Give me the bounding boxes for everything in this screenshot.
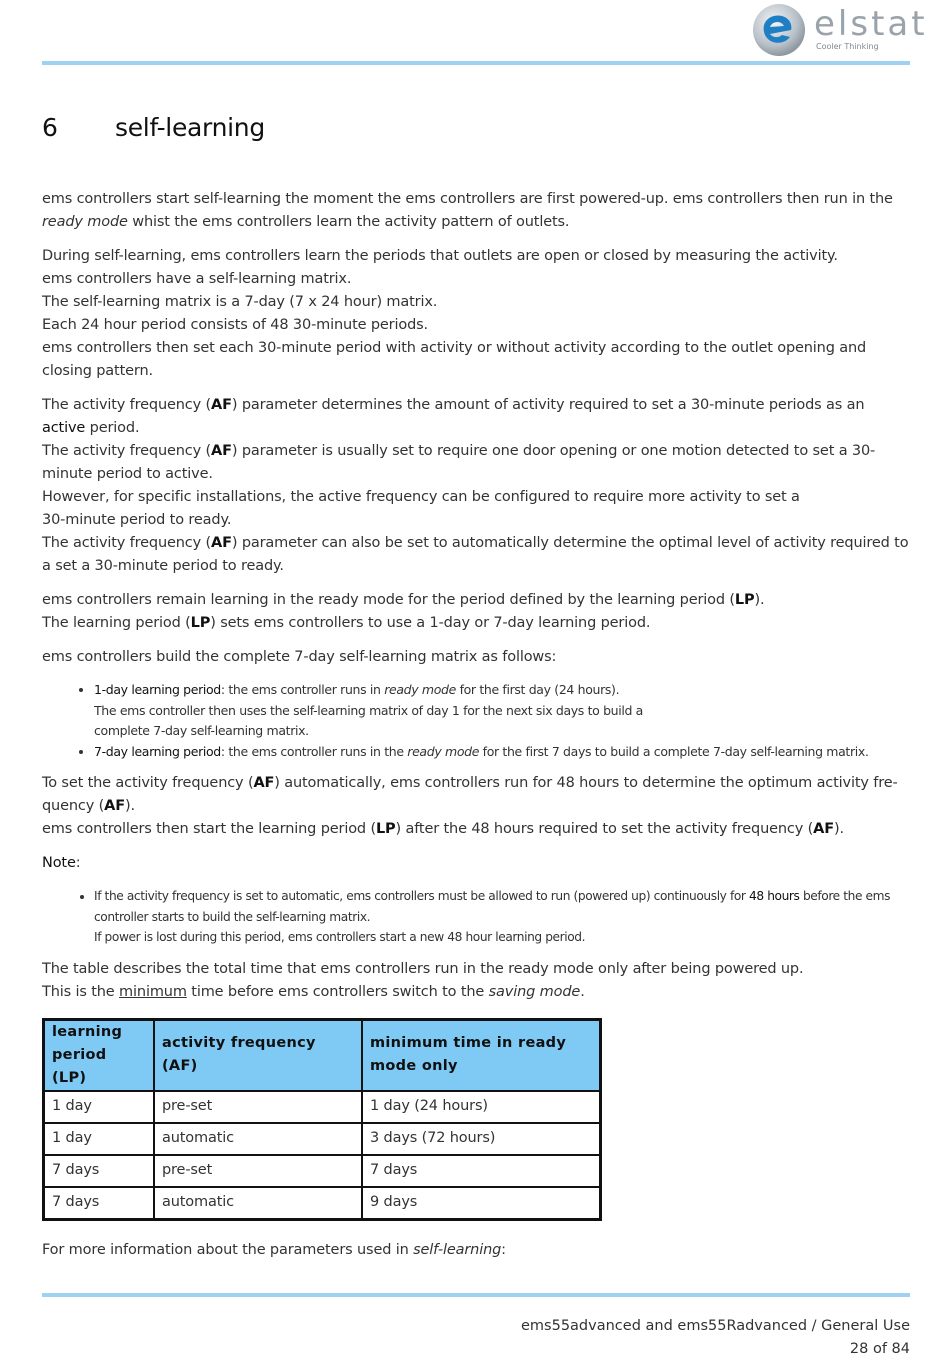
text: : the ems controller runs in the: [220, 743, 404, 759]
table-cell: 3 days (72 hours): [362, 1123, 601, 1155]
text: If the activity frequency is set to automatic, ems controllers must be allowed to run (powered up) continuously for: [94, 889, 746, 903]
section-heading: [42, 113, 265, 142]
text: whist the ems controllers learn the activity pattern of outlets.: [132, 214, 570, 230]
italic-term: self-learning: [413, 1241, 502, 1258]
paragraph-auto-af: [42, 772, 912, 841]
table-row: [44, 1091, 601, 1123]
text: ems controllers then set each 30-minute period with activity or without activity according to the outlet opening and closing pattern.: [42, 340, 867, 379]
table-header-cell: minimum time in ready mode only: [362, 1019, 601, 1091]
footer-rule: [42, 1293, 910, 1297]
italic-term: ready mode: [407, 743, 480, 759]
text: The activity frequency (: [42, 397, 212, 413]
text: ems controllers have a self-learning matrix.: [42, 271, 352, 287]
text: Each 24 hour period consists of 48 30-minute periods.: [42, 317, 429, 333]
text: period.: [89, 420, 140, 436]
italic-term: ready mode: [384, 682, 456, 697]
bold-term: LP: [375, 821, 396, 837]
note-list: [42, 886, 912, 948]
elstat-logo-icon: [752, 2, 806, 58]
bold-term: AF: [253, 775, 275, 791]
text: : the ems controller runs in: [220, 682, 381, 697]
text: :: [501, 1241, 506, 1258]
table-cell: 7 days: [44, 1187, 155, 1220]
header-rule: [42, 61, 910, 65]
section-number: 6: [42, 113, 58, 142]
text: ) parameter can also be set to automatically determine the optimal level of activity required to a set a 30-minute period to ready.: [42, 535, 909, 574]
text: ) sets ems controllers to use a 1-day or 7-day learning period.: [210, 615, 651, 631]
text: ).: [754, 592, 765, 608]
text: for the first 7 days to build a complete 7-day self-learning matrix.: [482, 743, 869, 759]
bold-term: AF: [211, 535, 232, 551]
page-footer: [521, 1315, 910, 1361]
document-title: ems55advanced and ems55Radvanced / General Use: [521, 1318, 910, 1334]
text: ems controllers build the complete 7-day self-learning matrix as follows:: [42, 649, 557, 665]
table-cell: 1 day: [44, 1091, 155, 1123]
text: before the ems controller starts to build the self-learning matrix.: [94, 889, 891, 924]
table-row: [44, 1155, 601, 1187]
table-header-cell: learning period (LP): [44, 1019, 155, 1091]
ready-mode-table: [42, 1018, 602, 1221]
bold-term: AF: [211, 443, 232, 459]
underlined-term: minimum: [119, 983, 187, 1000]
text: ems controllers then start the learning period (: [42, 821, 376, 837]
text: ).: [833, 821, 844, 837]
note-heading: Note: [42, 855, 76, 871]
paragraph-intro: [42, 188, 912, 234]
dark-term: active: [42, 420, 86, 436]
text: During self-learning, ems controllers learn the periods that outlets are open or closed by measuring the activity.: [42, 248, 838, 264]
text: :: [75, 855, 81, 871]
italic-term: saving mode: [488, 983, 581, 1000]
text: ) after the 48 hours required to set the activity frequency (: [395, 821, 814, 837]
text: 30-minute period to ready.: [42, 512, 232, 528]
bold-term: AF: [813, 821, 834, 837]
paragraph-build-matrix: [42, 646, 912, 669]
bold-term: LP: [190, 615, 211, 631]
text: ems controllers start self-learning the moment the ems controllers are first powered-up. ems controllers then run in the: [42, 191, 893, 207]
paragraph-activity-frequency: [42, 394, 912, 578]
text: The self-learning matrix is a 7-day (7 x 24 hour) matrix.: [42, 294, 438, 310]
text: The learning period (: [42, 615, 191, 631]
dark-term: 48 hours: [749, 889, 800, 903]
table-cell: 7 days: [44, 1155, 155, 1187]
bold-term: LP: [734, 592, 755, 608]
text: time before ems controllers switch to the: [191, 983, 485, 1000]
list-item: [94, 742, 912, 763]
table-header-row: [44, 1019, 601, 1091]
page-number: 28 of 84: [849, 1341, 910, 1357]
text: The activity frequency (: [42, 443, 212, 459]
list-item: [94, 886, 912, 948]
list-item: [94, 680, 912, 742]
text: ) automatically, ems controllers run for 48 hours to determine the optimum activity fre-quency (: [42, 775, 898, 814]
text: complete 7-day self-learning matrix.: [94, 723, 309, 738]
table-cell: pre-set: [154, 1091, 362, 1123]
table-cell: 1 day: [44, 1123, 155, 1155]
dark-term: 7-day learning period: [94, 743, 221, 759]
table-cell: 9 days: [362, 1187, 601, 1220]
logo-wordmark: elstat: [814, 4, 928, 44]
table-cell: 1 day (24 hours): [362, 1091, 601, 1123]
table-row: [44, 1123, 601, 1155]
body-content: [42, 188, 912, 1273]
italic-term: ready mode: [42, 214, 128, 230]
paragraph-learning-period: [42, 589, 912, 635]
text: for the first day (24 hours).: [459, 682, 620, 697]
table-cell: pre-set: [154, 1155, 362, 1187]
elstat-logo: [752, 2, 928, 58]
table-cell: automatic: [154, 1187, 362, 1220]
text: ) parameter is usually set to require one door opening or one motion detected to set a 30-minute period to active.: [42, 443, 876, 482]
dark-term: 1-day learning period: [94, 682, 221, 697]
text: .: [580, 983, 585, 1000]
text: However, for specific installations, the active frequency can be configured to require more activity to set a: [42, 489, 800, 505]
bold-term: AF: [211, 397, 232, 413]
bold-term: AF: [104, 798, 125, 814]
text: This is the: [42, 983, 115, 1000]
table-cell: automatic: [154, 1123, 362, 1155]
note-label: [42, 852, 912, 875]
text: For more information about the parameters used in: [42, 1241, 409, 1258]
text: The table describes the total time that ems controllers run in the ready mode only after being powered up.: [42, 960, 804, 977]
paragraph-matrix: [42, 245, 912, 383]
text: If power is lost during this period, ems controllers start a new 48 hour learning period.: [94, 930, 586, 944]
text: To set the activity frequency (: [42, 775, 254, 791]
text: The activity frequency (: [42, 535, 212, 551]
text: The ems controller then uses the self-learning matrix of day 1 for the next six days to build a: [94, 702, 643, 718]
table-cell: 7 days: [362, 1155, 601, 1187]
paragraph-table-intro: [42, 958, 912, 1004]
paragraph-more-info: [42, 1239, 912, 1262]
table-row: [44, 1187, 601, 1220]
table-header-cell: activity frequency (AF): [154, 1019, 362, 1091]
section-title: self-learning: [115, 113, 265, 142]
text: ) parameter determines the amount of activity required to set a 30-minute periods as an: [231, 397, 865, 413]
text: ems controllers remain learning in the ready mode for the period defined by the learning period (: [42, 592, 735, 608]
logo-tagline: Cooler Thinking: [816, 42, 879, 51]
learning-period-list: [42, 680, 912, 762]
text: ).: [124, 798, 135, 814]
